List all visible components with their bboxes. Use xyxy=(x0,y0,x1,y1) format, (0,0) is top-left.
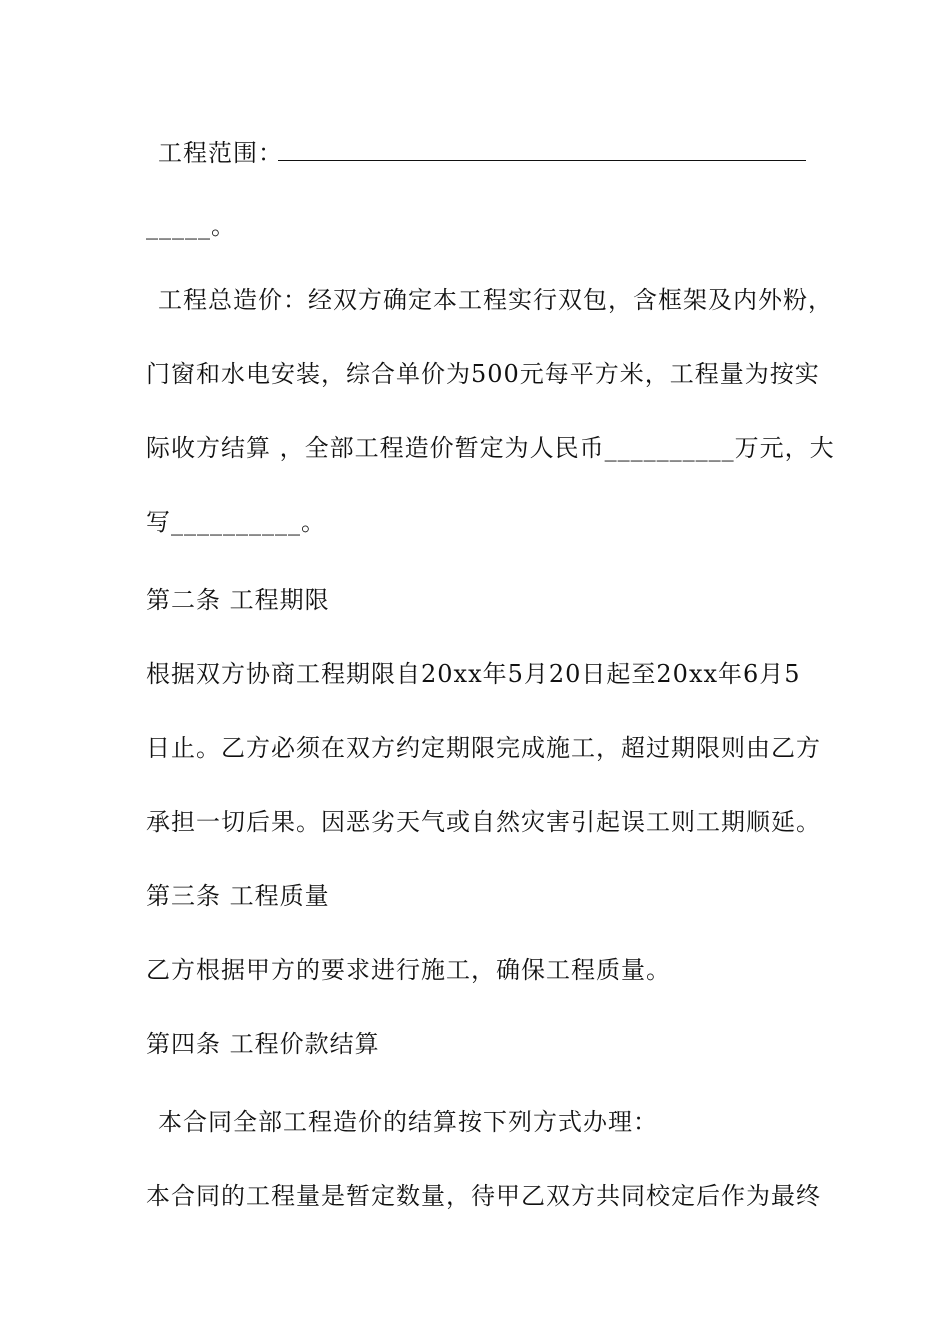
article-2-text-2: 日止。乙方必须在双方约定期限完成施工，超过期限则由乙方 xyxy=(146,734,821,762)
total-price-line-1: 工程总造价：经双方确定本工程实行双包，含框架及内外粉， xyxy=(158,286,833,314)
article-4-text-2: 本合同的工程量是暂定数量，待甲乙双方共同校定后作为最终 xyxy=(146,1182,821,1210)
total-price-line-3: 际收方结算 ，全部工程造价暂定为人民币__________万元，大 xyxy=(146,434,835,462)
scope-blank-underline xyxy=(278,160,806,161)
article-4-text-1: 本合同全部工程造价的结算按下列方式办理： xyxy=(158,1108,658,1136)
article-2-text-1: 根据双方协商工程期限自20xx年5月20日起至20xx年6月5 xyxy=(146,660,801,688)
article-2-text-3: 承担一切后果。因恶劣天气或自然灾害引起误工则工期顺延。 xyxy=(146,808,821,836)
article-3-text: 乙方根据甲方的要求进行施工，确保工程质量。 xyxy=(146,956,671,984)
scope-line: 工程范围： xyxy=(158,139,283,167)
total-price-line-4: 写__________。 xyxy=(146,508,326,536)
total-price-line-2: 门窗和水电安装，综合单价为500元每平方米，工程量为按实 xyxy=(146,360,820,388)
article-4-heading: 第四条 工程价款结算 xyxy=(146,1030,380,1058)
scope-continuation: _____。 xyxy=(146,212,236,240)
article-2-heading: 第二条 工程期限 xyxy=(146,586,330,614)
article-3-heading: 第三条 工程质量 xyxy=(146,882,330,910)
